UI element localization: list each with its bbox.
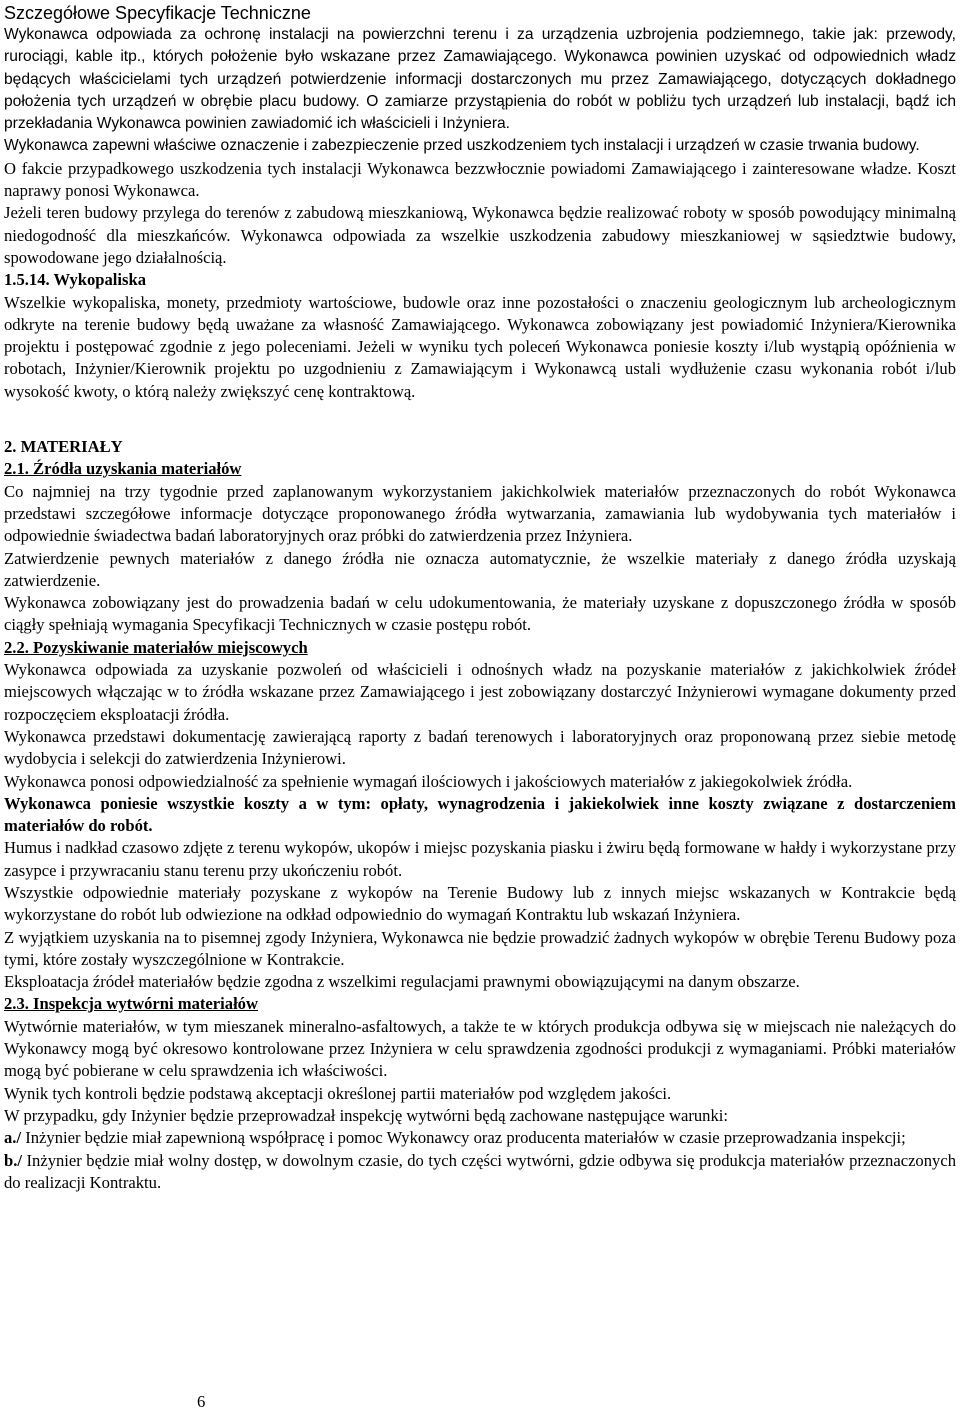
paragraph: O fakcie przypadkowego uszkodzenia tych instalacji Wykonawca bezzwłocznie powiadomi Zamawiającego i zainteresowane władze. Koszt naprawy ponosi Wykonawca.: [4, 158, 956, 201]
paragraph: Wszelkie wykopaliska, monety, przedmioty wartościowe, budowle oraz inne pozostałości o znaczeniu geologicznym lub archeologicznym odkryte na terenie budowy będą uważane za własność Zamawiającego. Wykonawca zobowiązany jest powiadomić Inżyniera/Kierownika projektu i postępować zgodnie z jego poleceniami. Jeżeli w wyniku tych poleceń Wykonawca poniesie koszty i/lub wystąpią opóźnienia w robotach, Inżynier/Kierownik projektu po uzgodnieniu z Zamawiającym i Wykonawcą ustali wydłużenie czasu wykonania robót i/lub wysokość kwoty, o którą należy zwiększyć cenę kontraktową.: [4, 292, 956, 401]
paragraph: Wynik tych kontroli będzie podstawą akceptacji określonej partii materiałów pod względem jakości.: [4, 1083, 672, 1103]
list-item-label: a./: [4, 1128, 22, 1148]
paragraph: Wykonawca przedstawi dokumentację zawierającą raporty z badań terenowych i laboratoryjnych oraz proponowaną przez siebie metodę wydobycia i selekcji do zatwierdzenia Inżynierowi.: [4, 726, 956, 769]
list-item: [4, 1150, 956, 1195]
paragraph: Humus i nadkład czasowo zdjęte z terenu wykopów, ukopów i miejsc pozyskania piasku i żwiru będą formowane w hałdy i wykorzystane przy zasypce i przywracaniu stanu terenu przy ukończeniu robót.: [4, 838, 956, 880]
paragraph: Zatwierdzenie pewnych materiałów z danego źródła nie oznacza automatycznie, że wszelkie materiały z danego źródła uzyskają zatwierdzenie.: [4, 548, 956, 590]
spacer: [4, 403, 956, 436]
paragraph: Z wyjątkiem uzyskania na to pisemnej zgody Inżyniera, Wykonawca nie będzie prowadzić żadnych wykopów w obrębie Terenu Budowy poza tymi, które zostały wyszczególnione w Kontrakcie.: [4, 927, 956, 969]
list-item-text: Inżynier będzie miał zapewnioną współpracę i pomoc Wykonawcy oraz producenta materiałów w czasie przeprowadzania inspekcji;: [21, 1128, 906, 1148]
paragraph: Wykonawca zobowiązany jest do prowadzenia badań w celu udokumentowania, że materiały uzyskane z dopuszczonego źródła w sposób ciągły spełniają wymagania Specyfikacji Technicznych w czasie postępu robót.: [4, 593, 956, 635]
paragraph: Jeżeli teren budowy przylega do terenów z zabudową mieszkaniową, Wykonawca będzie realizować roboty w sposób powodujący minimalną niedogodność dla mieszkańców. Wykonawca odpowiada za wszelkie uszkodzenia zabudowy mieszkaniowej w sąsiedztwie budowy, spowodowane jego działalnością.: [4, 203, 956, 267]
page-header-title: Szczegółowe Specyfikacje Techniczne: [4, 3, 311, 23]
paragraph: W przypadku, gdy Inżynier będzie przeprowadzał inspekcję wytwórni będą zachowane następujące warunki:: [4, 1105, 728, 1125]
paragraph: Wykonawca ponosi odpowiedzialność za spełnienie wymagań ilościowych i jakościowych materiałów z jakiegokolwiek źródła.: [4, 771, 853, 791]
section-heading-2: 2. MATERIAŁY: [4, 437, 123, 457]
paragraph: Wykonawca zapewni właściwe oznaczenie i zabezpieczenie przed uszkodzeniem tych instalacji i urządzeń w czasie trwania budowy.: [4, 137, 920, 155]
paragraph: Wykonawca odpowiada za uzyskanie pozwoleń od właścicieli i odnośnych władz na pozyskanie materiałów z jakichkolwiek źródeł miejscowych włączając w to źródła wskazane przez Zamawiającego i jest zobowiązany dostarczyć Inżynierowi wymagane dokumenty przed rozpoczęciem eksploatacji źródła.: [4, 660, 956, 724]
paragraph: Wykonawca odpowiada za ochronę instalacji na powierzchni terenu i za urządzenia uzbrojenia podziemnego, takie jak: przewody, rurociągi, kable itp., których położenie było wskazane przez Zamawiającego. Wykonawca powinien uzyskać od odpowiednich władz będących właścicielami tych urządzeń potwierdzenie informacji dostarczonych mu przez Zamawiającego, dotyczących dokładnego położenia tych urządzeń w obrębie placu budowy. O zamiarze przystąpienia do robót w pobliżu tych urządzeń lub instalacji, bądź ich przekładania Wykonawca powinien zawiadomić ich właścicieli i Inżyniera.: [4, 26, 956, 133]
subsection-heading-2-1: 2.1. Źródła uzyskania materiałów: [4, 459, 242, 479]
subsection-heading-2-3: 2.3. Inspekcja wytwórni materiałów: [4, 994, 258, 1014]
subsection-heading-2-2: 2.2. Pozyskiwanie materiałów miejscowych: [4, 637, 308, 657]
paragraph: Co najmniej na trzy tygodnie przed zaplanowanym wykorzystaniem jakichkolwiek materiałów przeznaczonych do robót Wykonawca przedstawi szczegółowe informacje dotyczące proponowanego źródła wytwarzania, zamawiania lub wydobywania tych materiałów i odpowiednie świadectwa badań laboratoryjnych oraz próbki do zatwierdzenia przez Inżyniera.: [4, 481, 956, 546]
list-item-text: Inżynier będzie miał wolny dostęp, w dowolnym czasie, do tych części wytwórni, gdzie odbywa się produkcja materiałów przeznaczonych do realizacji Kontraktu.: [4, 1150, 956, 1192]
list-item: [4, 1127, 956, 1149]
page-number: 6: [197, 1392, 206, 1411]
paragraph: Wytwórnie materiałów, w tym mieszanek mineralno-asfaltowych, a także te w których produkcja odbywa się w miejscach nie należących do Wykonawcy mogą być okresowo kontrolowane przez Inżyniera w celu sprawdzenia zgodności produkcji z wymaganiami. Próbki materiałów mogą być pobierane w celu sprawdzenia ich właściwości.: [4, 1016, 956, 1081]
paragraph: Eksploatacja źródeł materiałów będzie zgodna z wszelkimi regulacjami prawnymi obowiązującymi na danym obszarze.: [4, 972, 800, 992]
section-heading-1-5-14: 1.5.14. Wykopaliska: [4, 270, 147, 290]
paragraph: Wszystkie odpowiednie materiały pozyskane z wykopów na Terenie Budowy lub z innych miejsc wskazanych w Kontrakcie będą wykorzystane do robót lub odwiezione na odkład odpowiednio do wymagań Kontraktu lub wskazań Inżyniera.: [4, 882, 956, 925]
bold-paragraph: Wykonawca poniesie wszystkie koszty a w tym: opłaty, wynagrodzenia i jakiekolwiek inne koszty związane z dostarczeniem materiałów do robót.: [4, 793, 956, 836]
list-item-label: b./: [4, 1150, 22, 1170]
